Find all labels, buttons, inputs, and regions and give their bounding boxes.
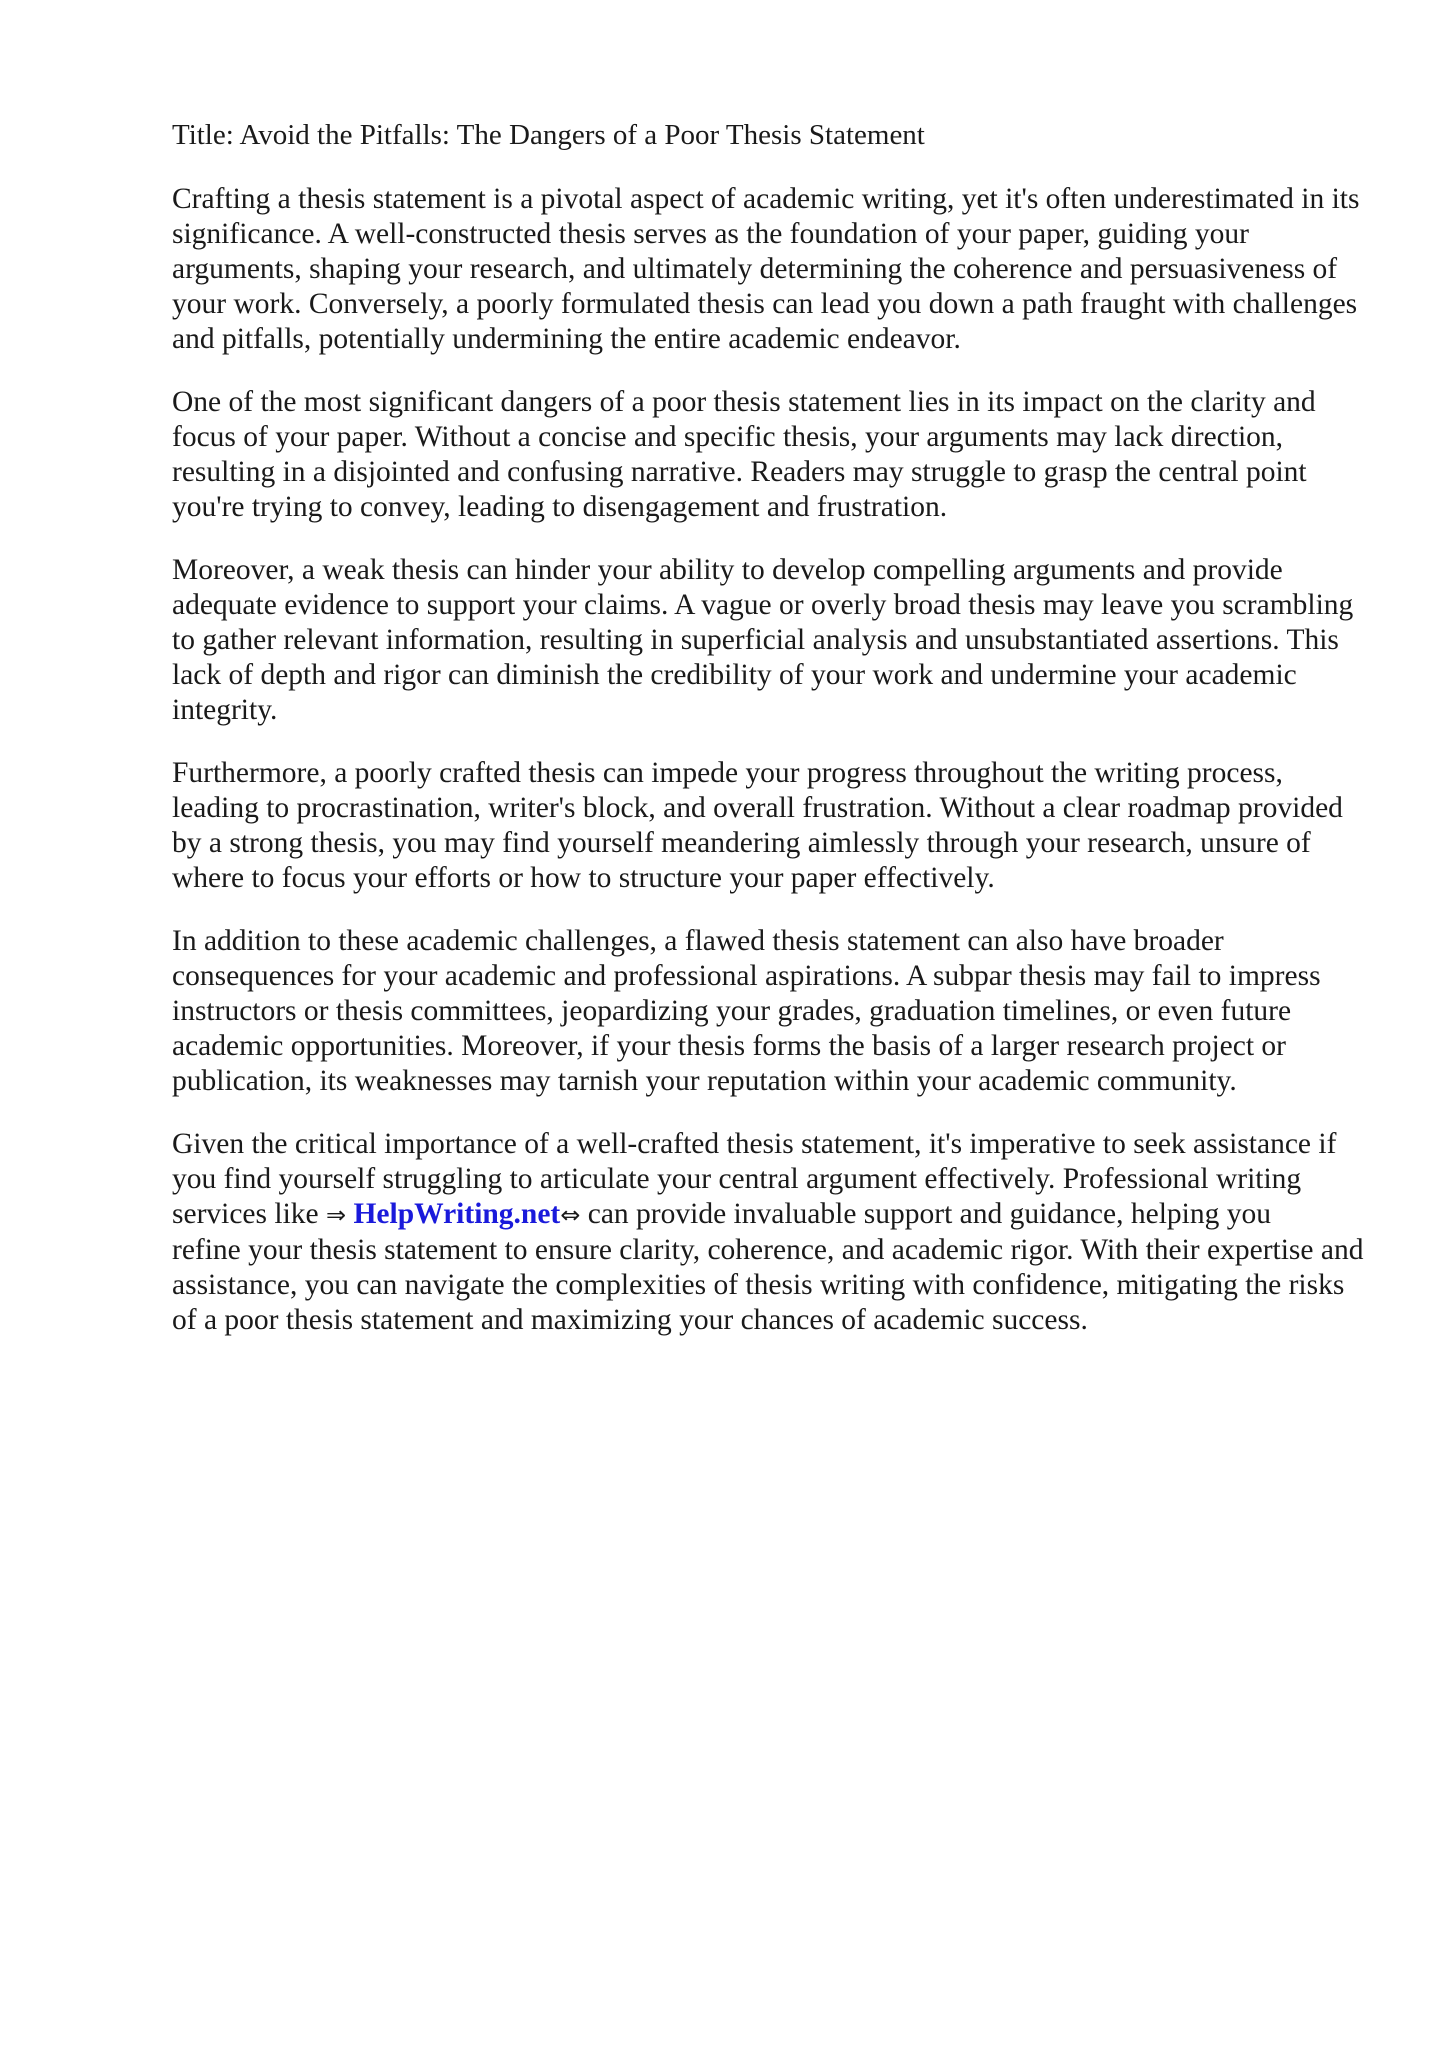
text-line: assistance, you can navigate the complexities of thesis writing with confidence, mitigating the risks [172,1269,1345,1301]
text-line: you're trying to convey, leading to disengagement and frustration. [172,491,948,523]
text-line: refine your thesis statement to ensure clarity, coherence, and academic rigor. With their expertise and [172,1234,1364,1266]
text-line: where to focus your efforts or how to structure your paper effectively. [172,862,995,894]
text-line: you find yourself struggling to articulate your central argument effectively. Professional writing [172,1163,1302,1195]
document-title: Title: Avoid the Pitfalls: The Dangers of a Poor Thesis Statement [172,119,925,151]
text-line: leading to procrastination, writer's block, and overall frustration. Without a clear roadmap provided [172,792,1343,824]
text-line: of a poor thesis statement and maximizing your chances of academic success. [172,1304,1088,1336]
text-line: and pitfalls, potentially undermining the entire academic endeavor. [172,323,961,355]
text-line: adequate evidence to support your claims. A vague or overly broad thesis may leave you scrambling [172,589,1354,621]
paragraph-4 [172,756,1382,896]
paragraph-1 [172,182,1382,357]
paragraph-5 [172,924,1382,1099]
text-line: One of the most significant dangers of a poor thesis statement lies in its impact on the clarity and [172,386,1316,418]
paragraph-2 [172,385,1382,525]
text-line: your work. Conversely, a poorly formulated thesis can lead you down a path fraught with challenges [172,288,1358,320]
text-line: focus of your paper. Without a concise and specific thesis, your arguments may lack direction, [172,421,1284,453]
text-line: academic opportunities. Moreover, if your thesis forms the basis of a larger research project or [172,1030,1286,1062]
text-line: by a strong thesis, you may find yourself meandering aimlessly through your research, unsure of [172,827,1311,859]
text-line: Given the critical importance of a well-crafted thesis statement, it's imperative to seek assistance if [172,1128,1337,1160]
double-arrow-icon: ⇔ [560,1201,581,1229]
text-segment: services like [172,1198,326,1230]
text-line: resulting in a disjointed and confusing narrative. Readers may struggle to grasp the central point [172,456,1307,488]
text-line: Moreover, a weak thesis can hinder your ability to develop compelling arguments and provide [172,554,1283,586]
text-line: to gather relevant information, resulting in superficial analysis and unsubstantiated assertions. This [172,624,1339,656]
text-segment: can provide invaluable support and guidance, helping you [580,1198,1271,1230]
text-line: Furthermore, a poorly crafted thesis can impede your progress throughout the writing process, [172,757,1283,789]
text-line: In addition to these academic challenges, a flawed thesis statement can also have broader [172,925,1224,957]
text-line: significance. A well-constructed thesis serves as the foundation of your paper, guiding your [172,218,1249,250]
helpwriting-link[interactable]: HelpWriting.net [353,1198,561,1230]
text-line: lack of depth and rigor can diminish the credibility of your work and undermine your academic [172,659,1297,691]
text-line: arguments, shaping your research, and ultimately determining the coherence and persuasiveness of [172,253,1338,285]
paragraph-final [172,1127,1382,1338]
body-paragraphs [172,182,1382,1099]
document-page [172,118,1382,1366]
paragraph-3 [172,553,1382,728]
text-line: instructors or thesis committees, jeopardizing your grades, graduation timelines, or even future [172,995,1292,1027]
text-line: consequences for your academic and professional aspirations. A subpar thesis may fail to impress [172,960,1321,992]
text-line: Crafting a thesis statement is a pivotal aspect of academic writing, yet it's often underestimated in its [172,183,1360,215]
text-line: publication, its weaknesses may tarnish your reputation within your academic community. [172,1065,1237,1097]
right-arrow-icon: ⇒ [326,1201,347,1229]
text-line: integrity. [172,694,278,726]
text-line-with-link [172,1197,1382,1233]
